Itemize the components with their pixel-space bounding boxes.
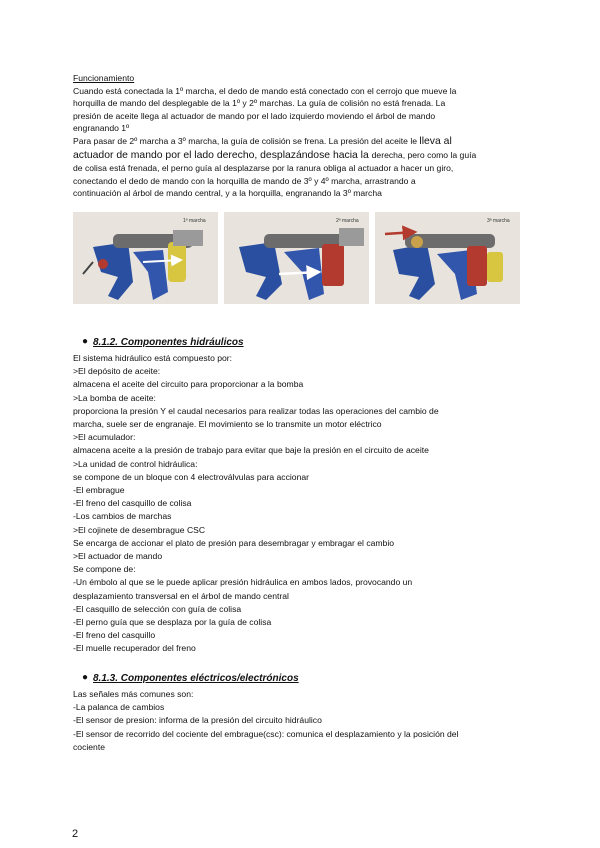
text-line: >El actuador de mando — [73, 551, 163, 562]
text-line: almacena aceite a la presión de trabajo para evitar que baje la presión en el circuito de aceite — [73, 445, 429, 456]
funcionamiento-heading: Funcionamiento — [73, 73, 135, 83]
electricos-section — [73, 688, 533, 754]
text-line: -Un émbolo al que se le puede aplicar presión hidráulica en ambos lados, provocando un — [73, 577, 413, 588]
text-run-large: lleva al — [419, 135, 452, 147]
gearbox-photo-3 — [375, 212, 520, 304]
text-line: El sistema hidráulico está compuesto por: — [73, 353, 233, 363]
gearbox-photo-1 — [73, 212, 218, 304]
text-line: Las señales más comunes son: — [73, 689, 194, 699]
text-line: -El casquillo de selección con guía de colisa — [73, 603, 242, 614]
gearbox-illustration — [73, 212, 218, 304]
gearbox-illustration — [224, 212, 369, 304]
text-line: engranando 1º — [73, 123, 130, 134]
text-line: Se compone de: — [73, 564, 136, 575]
photo-caption: 1ª marcha — [183, 218, 206, 224]
text-line: almacena el aceite del circuito para proporcionar a la bomba — [73, 379, 304, 390]
text-line: >La unidad de control hidráulica: — [73, 458, 198, 469]
text-line: se compone de un bloque con 4 electroválvulas para accionar — [73, 471, 310, 482]
text-line — [73, 149, 533, 163]
text-line: Se encarga de accionar el plato de presión para desembragar y embragar el cambio — [73, 537, 395, 548]
text-run-large: actuador de mando por el lado derecho, desplazándose hacia la — [73, 149, 372, 161]
text-line: >El cojinete de desembrague CSC — [73, 524, 206, 535]
text-line: proporciona la presión Y el caudal necesarios para realizar todas las operaciones del cambio de — [73, 405, 439, 416]
photo-caption: 3ª marcha — [487, 218, 510, 224]
text-line: de colisa está frenada, el perno guía al desplazarse por la ranura obliga al actuador a hacer un giro, — [73, 163, 454, 174]
hidraulicos-section — [73, 352, 533, 656]
text-line: marcha, suele ser de engranaje. El movimiento se lo transmite un motor eléctrico — [73, 419, 382, 430]
text-line: Cuando está conectada la 1º marcha, el dedo de mando está conectado con el cerrojo que mueve la — [73, 85, 457, 96]
text-line: desplazamiento transversal en el árbol de mando central — [73, 590, 289, 601]
text-line: cociente — [73, 741, 106, 752]
text-line — [73, 135, 533, 149]
page-number: 2 — [72, 828, 79, 840]
text-line: >La bomba de aceite: — [73, 392, 156, 403]
text-line: -La palanca de cambios — [73, 702, 165, 713]
text-line: horquilla de mando del desplegable de la 1º y 2º marchas. La guía de colisión no está frenada. La — [73, 98, 446, 109]
section-heading-hidraulicos: 8.1.2. Componentes hidráulicos — [93, 337, 244, 348]
text-line: -El muelle recuperador del freno — [73, 643, 196, 654]
gearbox-photo-strip — [73, 212, 520, 304]
text-line: -El perno guía que se desplaza por la guía de colisa — [73, 617, 272, 628]
text-line: -El embrague — [73, 485, 125, 496]
bullet-icon: ● — [82, 336, 89, 347]
gearbox-photo-2 — [224, 212, 369, 304]
text-line: -El sensor de presion: informa de la presión del circuito hidráulico — [73, 715, 322, 726]
text-line: >El acumulador: — [73, 432, 136, 443]
bullet-icon: ● — [82, 672, 89, 683]
funcionamiento-section — [73, 72, 533, 200]
section-heading-electricos: 8.1.3. Componentes eléctricos/electrónicos — [93, 673, 299, 684]
gearbox-illustration — [375, 212, 520, 304]
text-line: conectando el dedo de mando con la horquilla de mando de 3º y 4º marcha, arrastrando a — [73, 175, 416, 186]
text-line: presión de aceite llega al actuador de mando por el lado izquierdo moviendo el árbol de mando — [73, 110, 436, 121]
text-line: -El sensor de recorrido del cociente del embrague(csc): comunica el desplazamiento y la posición del — [73, 728, 459, 739]
text-line: -El freno del casquillo — [73, 630, 156, 641]
text-run: Para pasar de 2º marcha a 3º marcha, la guía de colisión se frena. La presión del aceite le — [73, 135, 420, 146]
text-run: derecha, pero como la guía — [371, 149, 477, 160]
text-line: -El freno del casquillo de colisa — [73, 498, 192, 509]
text-line: -Los cambios de marchas — [73, 511, 172, 522]
photo-caption: 2ª marcha — [336, 218, 359, 224]
text-line: continuación al árbol de mando central, y a la horquilla, engranando la 3º marcha — [73, 188, 382, 199]
text-line: >El depósito de aceite: — [73, 366, 161, 377]
